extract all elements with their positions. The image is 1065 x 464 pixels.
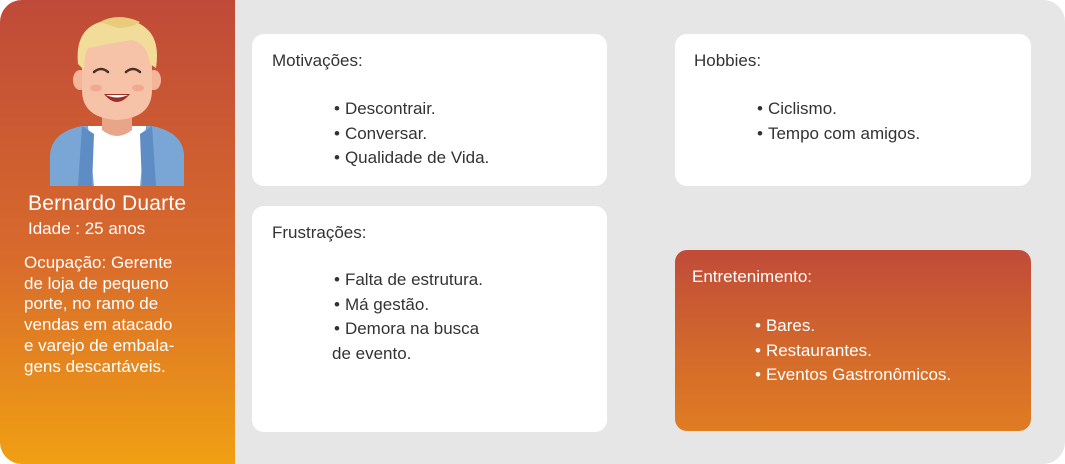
- frustrations-title: Frustrações:: [272, 223, 367, 242]
- frustrations-box: [252, 206, 607, 432]
- hobbies-title: Hobbies:: [694, 51, 762, 70]
- list-item: • Tempo com amigos.: [757, 123, 921, 143]
- list-item: • Eventos Gastronômicos.: [755, 365, 952, 384]
- hobbies-box: [675, 34, 1031, 186]
- persona-age: Idade : 25 anos: [28, 219, 146, 238]
- frustrations-list: [334, 268, 483, 366]
- list-item: • Ciclismo.: [757, 99, 837, 118]
- list-item-continuation: de evento.: [332, 343, 412, 363]
- list-item: • Falta de estrutura.: [334, 270, 483, 289]
- list-item: • Qualidade de Vida.: [334, 148, 490, 167]
- occupation-line: e varejo de embala-: [24, 335, 175, 355]
- entertainment-title: Entretenimento:: [692, 267, 813, 286]
- hobbies-list: [757, 97, 920, 146]
- list-item: • Restaurantes.: [755, 340, 872, 360]
- smiling-man-avatar-icon: [48, 14, 186, 186]
- persona-name: Bernardo Duarte: [28, 192, 187, 215]
- entertainment-box: [675, 250, 1031, 431]
- profile-panel: [0, 0, 235, 464]
- occupation-line: porte, no ramo de: [24, 294, 159, 314]
- occupation-line: gens descartáveis.: [24, 356, 166, 376]
- list-item: • Bares.: [755, 316, 816, 335]
- list-item: • Conversar.: [334, 123, 428, 143]
- list-item: • Descontrair.: [334, 99, 436, 118]
- list-item: • Demora na busca: [334, 319, 480, 338]
- motivations-title: Motivações:: [272, 51, 363, 70]
- persona-occupation: [24, 253, 224, 377]
- list-item: • Má gestão.: [334, 294, 430, 314]
- occupation-line: de loja de pequeno: [24, 273, 169, 293]
- occupation-line: vendas em atacado: [24, 315, 173, 335]
- entertainment-list: [755, 314, 951, 388]
- occupation-line: Ocupação: Gerente: [24, 253, 173, 272]
- motivations-list: [334, 97, 489, 171]
- motivations-box: [252, 34, 607, 186]
